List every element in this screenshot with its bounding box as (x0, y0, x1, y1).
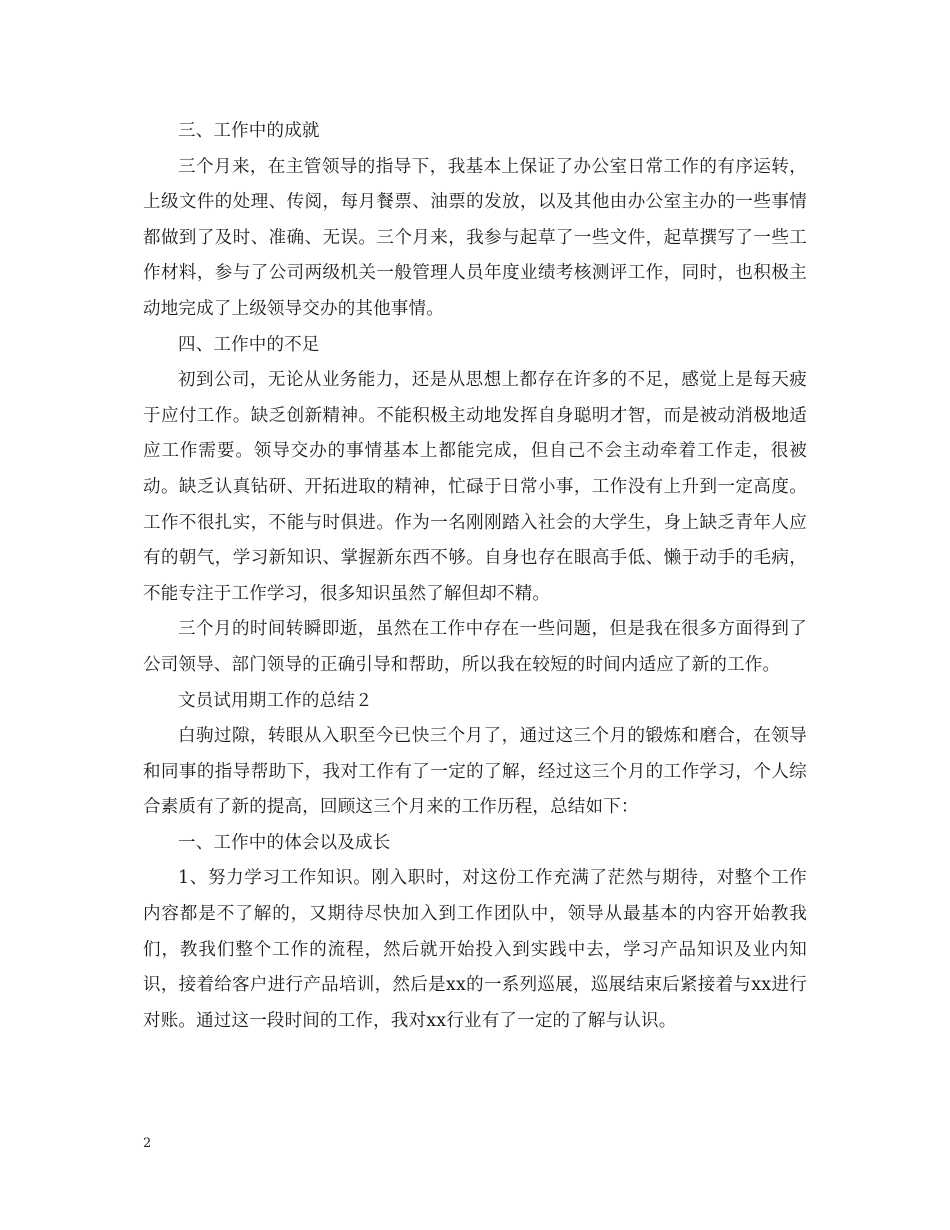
summary-title-2: 文员试用期工作的总结２ (178, 690, 373, 711)
paragraph-achievements: 三个月来，在主管领导的指导下，我基本上保证了办公室日常工作的有序运转，上级文件的处理、传阅，每月餐票、油票的发放，以及其他由办公室主办的一些事情都做到了及时、准确、无误。三个月来，我参与起草了一些文件，起草撰写了一些工作材料，参与了公司两级机关一般管理人员年度业绩考核测评工作，同时，也积极主动地完成了上级领导交办的其他事情。 (143, 156, 807, 319)
section-heading-experience: 一、工作中的体会以及成长 (178, 832, 391, 853)
section-heading-achievements: 三、工作中的成就 (178, 121, 320, 141)
section-heading-shortcomings: 四、工作中的不足 (178, 334, 320, 355)
page-number: 2 (143, 1136, 152, 1151)
paragraph-intro-2: 白驹过隙，转眼从入职至今已快三个月了，通过这三个月的锻炼和磨合，在领导和同事的指导帮助下，我对工作有了一定的了解，经过这三个月的工作学习，个人综合素质有了新的提高，回顾这三个月来的工作历程，总结如下： (143, 726, 807, 818)
paragraph-shortcomings: 初到公司，无论从业务能力，还是从思想上都存在许多的不足，感觉上是每天疲于应付工作。缺乏创新精神。不能积极主动地发挥自身聪明才智，而是被动消极地适应工作需要。领导交办的事情基本上都能完成，但自己不会主动牵着工作走，很被动。缺乏认真钻研、开拓进取的精神，忙碌于日常小事，工作没有上升到一定高度。工作不很扎实，不能与时俱进。作为一名刚刚踏入社会的大学生，身上缺乏青年人应有的朝气，学习新知识、掌握新东西不够。自身也存在眼高手低、懒于动手的毛病，不能专注于工作学习，很多知识虽然了解但却不精。 (143, 370, 807, 604)
paragraph-learning: 1、努力学习工作知识。刚入职时，对这份工作充满了茫然与期待，对整个工作内容都是不了解的，又期待尽快加入到工作团队中，领导从最基本的内容开始教我们，教我们整个工作的流程，然后就开始投入到实践中去，学习产品知识及业内知识，接着给客户进行产品培训，然后是xx的一系列巡展，巡展结束后紧接着与xx进行对账。通过这一段时间的工作，我对xx行业有了一定的了解与认识。 (143, 868, 807, 1031)
paragraph-conclusion: 三个月的时间转瞬即逝，虽然在工作中存在一些问题，但是我在很多方面得到了公司领导、部门领导的正确引导和帮助，所以我在较短的时间内适应了新的工作。 (143, 619, 807, 675)
document-body (143, 114, 807, 1039)
